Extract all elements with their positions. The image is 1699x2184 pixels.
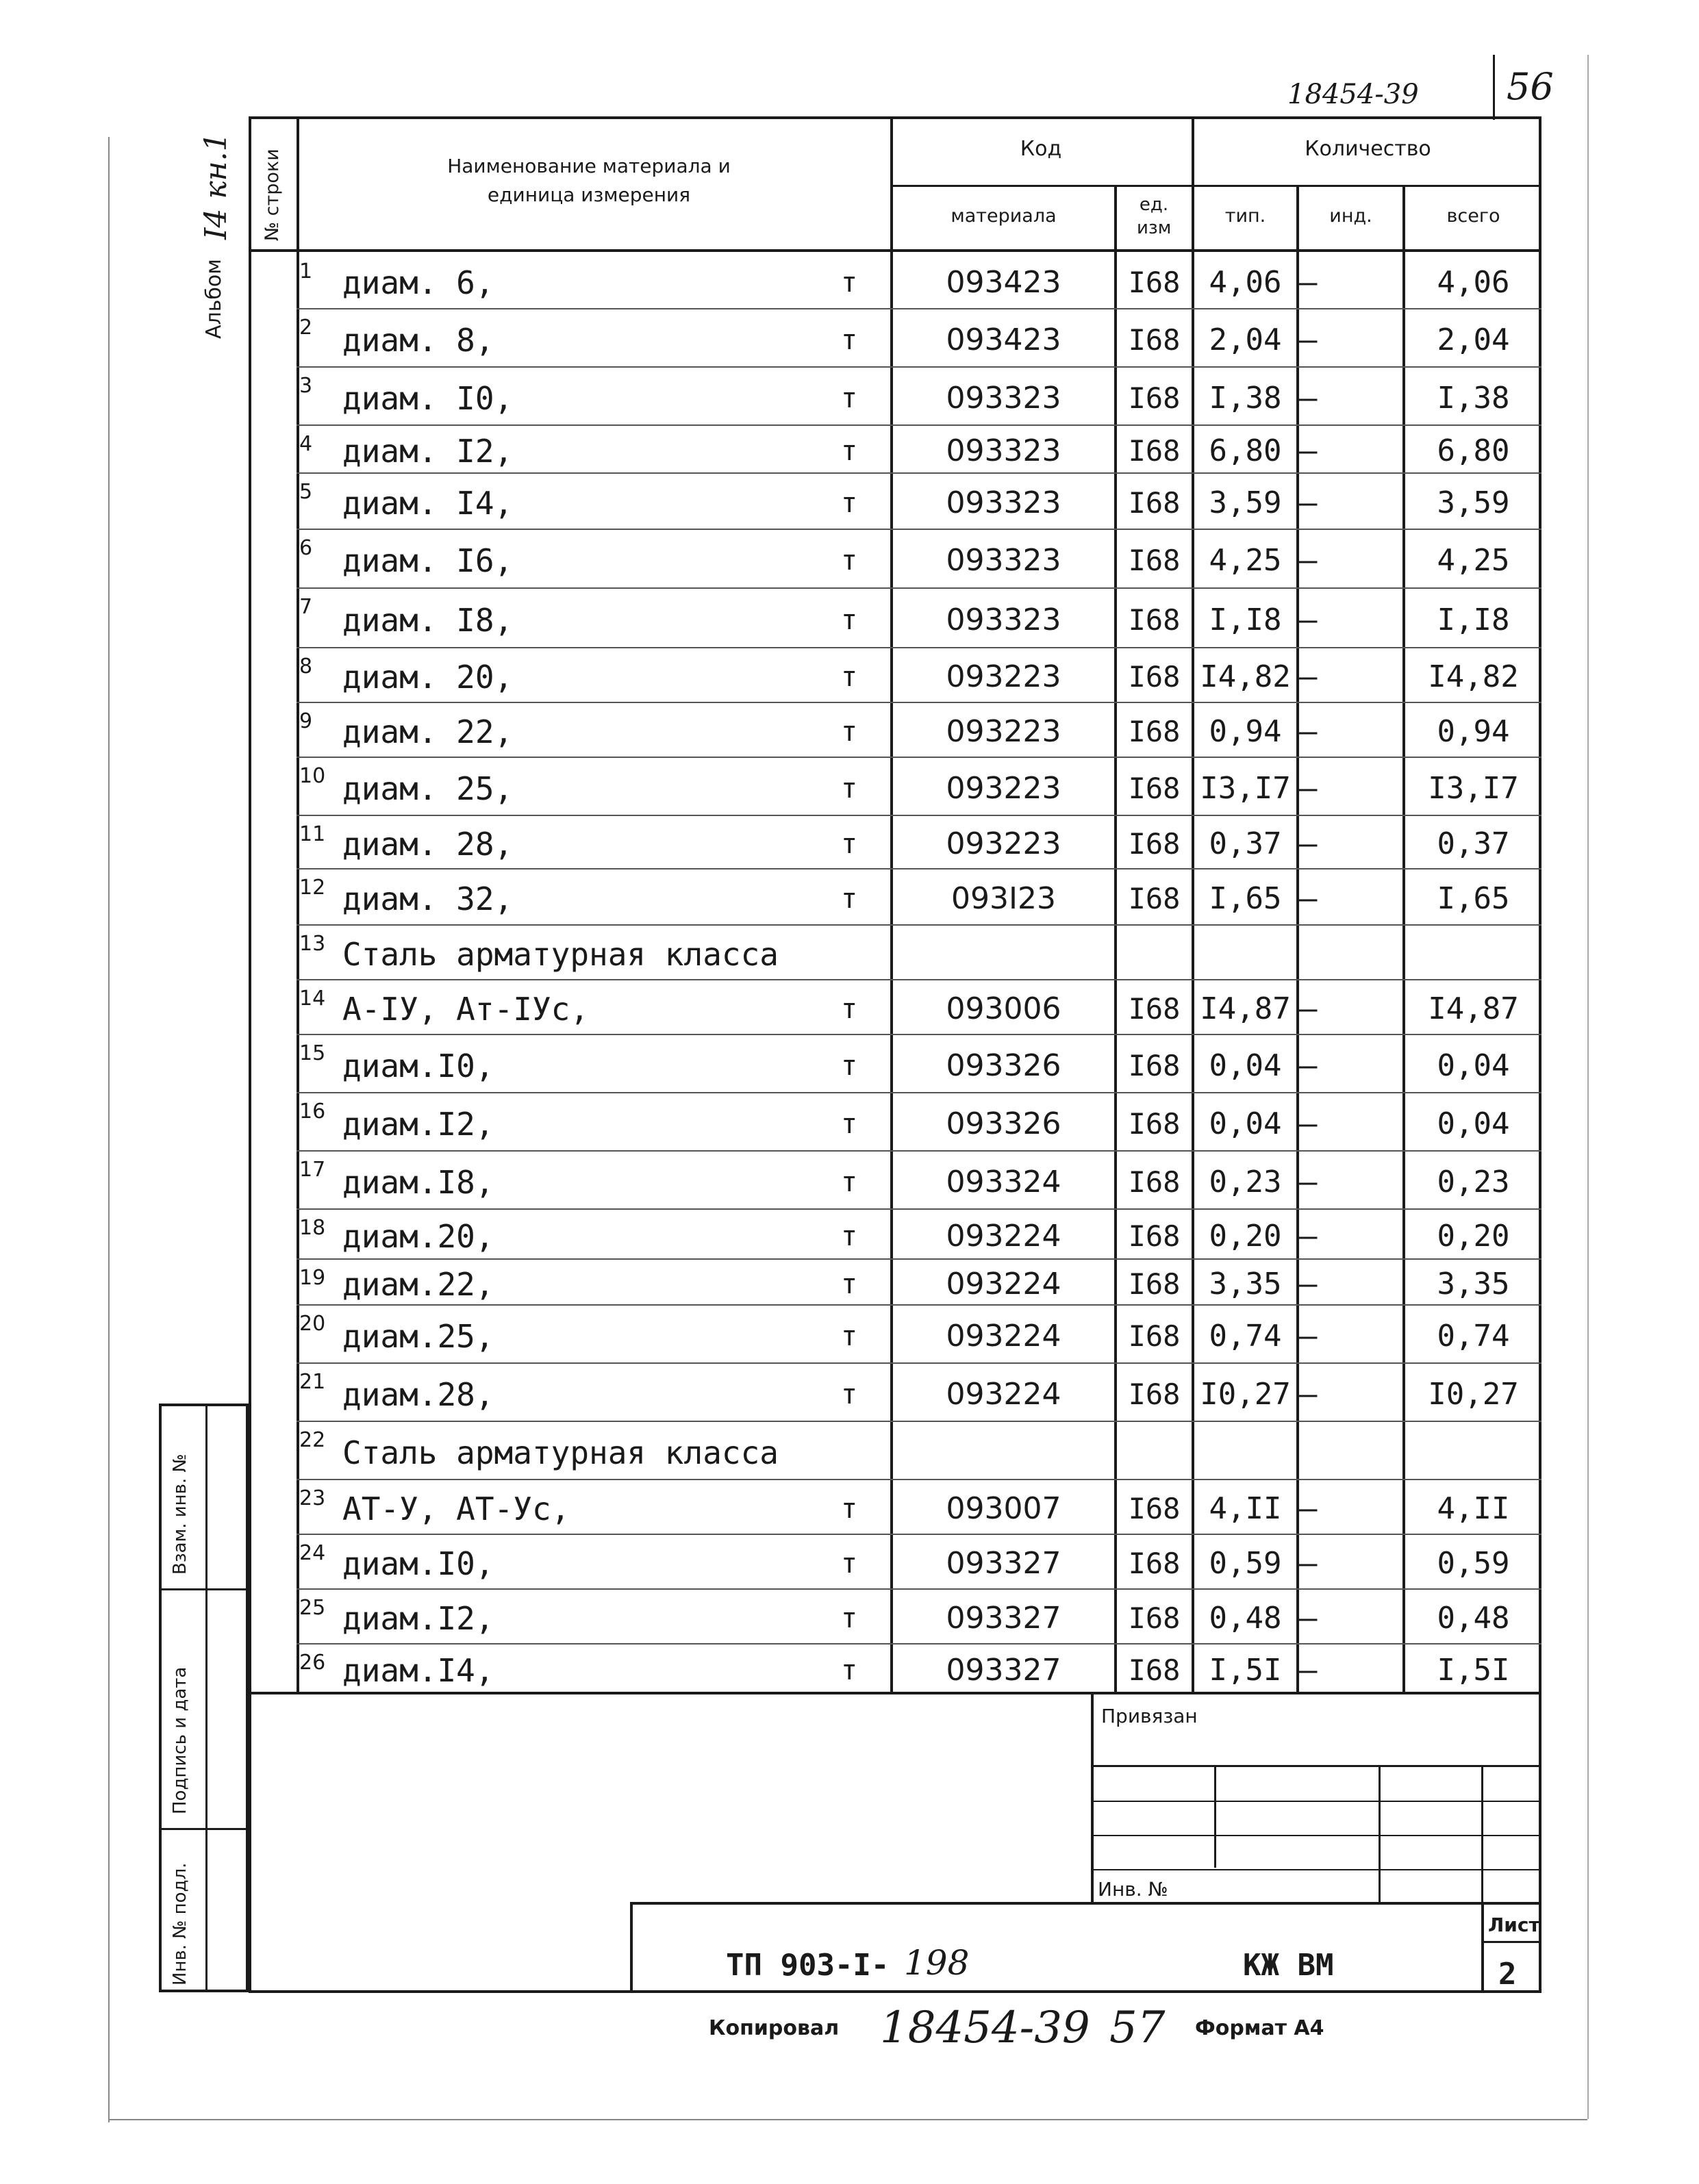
material-name: А-IУ, Ат-IУс, — [342, 991, 590, 1028]
row-number: 1 — [299, 259, 313, 283]
row-number: 2 — [299, 316, 313, 340]
qty-typ: 4,06 — [1209, 265, 1282, 300]
material-code: 093224 — [946, 1318, 1061, 1354]
row-number: 3 — [299, 374, 313, 398]
inv-no-label: Инв. № — [1098, 1878, 1168, 1901]
unit-code: I68 — [1128, 1547, 1181, 1580]
unit-letter: т — [840, 1108, 858, 1140]
material-code: 093327 — [946, 1601, 1061, 1636]
unit-code: I68 — [1128, 1319, 1181, 1353]
qty-total: 3,59 — [1437, 485, 1510, 520]
qty-total: 0,37 — [1437, 826, 1510, 861]
qty-ind: – — [1299, 602, 1318, 637]
material-code: 093326 — [946, 1047, 1061, 1083]
col-code-group: Код — [1020, 137, 1062, 161]
row-number: 18 — [299, 1216, 326, 1240]
material-name: диам. I2, — [342, 433, 514, 470]
qty-typ: 0,48 — [1209, 1601, 1282, 1636]
material-code: 093324 — [946, 1164, 1061, 1199]
unit-code: I68 — [1128, 992, 1181, 1026]
qty-total: 4,25 — [1437, 543, 1510, 578]
material-code: 093223 — [946, 659, 1061, 694]
unit-code: I68 — [1128, 1653, 1181, 1687]
unit-letter: т — [840, 1378, 858, 1410]
unit-letter: т — [840, 993, 858, 1025]
material-name: диам.I2, — [342, 1600, 494, 1637]
qty-total: 0,04 — [1437, 1106, 1510, 1141]
unit-code: I68 — [1128, 381, 1181, 415]
unit-code: I68 — [1128, 882, 1181, 915]
unit-letter: т — [840, 1166, 858, 1198]
col-quantity-group: Количество — [1305, 137, 1431, 161]
qty-ind: – — [1299, 826, 1318, 861]
row-number: 26 — [299, 1651, 326, 1675]
qty-typ: 3,35 — [1209, 1266, 1282, 1301]
col-unit: ед. изм — [1137, 194, 1172, 238]
qty-typ: I4,87 — [1200, 991, 1291, 1026]
unit-letter: т — [840, 435, 858, 467]
privyazan-label: Привязан — [1101, 1705, 1198, 1727]
qty-ind: – — [1299, 770, 1318, 806]
material-code: 093327 — [946, 1652, 1061, 1688]
qty-ind: – — [1299, 991, 1318, 1026]
material-name: Сталь арматурная класса — [342, 936, 779, 973]
unit-code: I68 — [1128, 486, 1181, 520]
material-code: 093007 — [946, 1491, 1061, 1526]
unit-code: I68 — [1128, 322, 1181, 357]
unit-letter: т — [840, 828, 858, 860]
qty-total: 0,94 — [1437, 714, 1510, 749]
material-name: диам. 28, — [342, 826, 514, 863]
material-name: диам.I8, — [342, 1163, 494, 1201]
qty-total: 4,06 — [1437, 265, 1510, 300]
qty-total: 4,II — [1437, 1491, 1510, 1526]
unit-letter: т — [840, 661, 858, 693]
material-code: 093323 — [946, 543, 1061, 578]
row-number: 22 — [299, 1428, 326, 1452]
unit-letter: т — [840, 716, 858, 748]
col-row-no: № строки — [262, 149, 283, 241]
qty-ind: – — [1299, 1546, 1318, 1581]
page-edge-left — [108, 137, 110, 2122]
qty-typ: 0,20 — [1209, 1218, 1282, 1254]
row-number: 15 — [299, 1041, 326, 1065]
qty-ind: – — [1299, 1266, 1318, 1301]
mark: КЖ ВМ — [1243, 1948, 1334, 1983]
qty-ind: – — [1299, 714, 1318, 749]
qty-typ: I0,27 — [1200, 1376, 1291, 1412]
qty-typ: 2,04 — [1209, 322, 1282, 357]
unit-code: I68 — [1128, 1165, 1181, 1199]
material-code: 093323 — [946, 602, 1061, 637]
page-number: 56 — [1507, 65, 1554, 108]
format-label: Формат А4 — [1195, 2016, 1324, 2040]
qty-ind: – — [1299, 265, 1318, 300]
qty-total: 0,23 — [1437, 1164, 1510, 1199]
material-name: диам. I8, — [342, 601, 514, 639]
material-code: 093224 — [946, 1218, 1061, 1254]
side-label-inv-podl: Инв. № подл. — [170, 1862, 190, 1985]
material-code: 093I23 — [951, 881, 1056, 916]
unit-code: I68 — [1128, 827, 1181, 861]
unit-code: I68 — [1128, 434, 1181, 468]
material-name: диам.25, — [342, 1317, 494, 1355]
material-name: диам.I0, — [342, 1545, 494, 1582]
page-edge-right — [1587, 55, 1589, 2119]
row-number: 20 — [299, 1312, 326, 1336]
qty-total: 6,80 — [1437, 433, 1510, 468]
material-code: 093006 — [946, 991, 1061, 1026]
qty-typ: 0,23 — [1209, 1164, 1282, 1199]
qty-total: 3,35 — [1437, 1266, 1510, 1301]
row-number: 14 — [299, 987, 326, 1011]
material-name: диам. 6, — [342, 264, 494, 301]
qty-ind: – — [1299, 1652, 1318, 1688]
side-label-vzam-inv: Взам. инв. № — [170, 1453, 190, 1575]
qty-typ: 4,II — [1209, 1491, 1282, 1526]
doc-number-top: 18454-39 — [1287, 79, 1419, 110]
qty-ind: – — [1299, 1106, 1318, 1141]
qty-ind: – — [1299, 1164, 1318, 1199]
material-name: диам. 20, — [342, 659, 514, 696]
qty-total: I,5I — [1437, 1652, 1510, 1688]
qty-total: 0,48 — [1437, 1601, 1510, 1636]
unit-code: I68 — [1128, 544, 1181, 577]
doc-code-handwritten: 198 — [904, 1943, 970, 1983]
qty-total: 0,20 — [1437, 1218, 1510, 1254]
row-number: 19 — [299, 1266, 326, 1290]
qty-typ: I,38 — [1209, 380, 1282, 416]
qty-typ: 0,74 — [1209, 1318, 1282, 1354]
unit-letter: т — [840, 1320, 858, 1352]
row-number: 17 — [299, 1158, 326, 1182]
unit-letter: т — [840, 883, 858, 915]
col-typ: тип. — [1224, 205, 1266, 227]
unit-letter: т — [840, 604, 858, 636]
qty-typ: 0,04 — [1209, 1047, 1282, 1083]
material-code: 093323 — [946, 433, 1061, 468]
material-name: диам.22, — [342, 1265, 494, 1303]
material-code: 093223 — [946, 714, 1061, 749]
material-name: диам. 22, — [342, 713, 514, 750]
material-name: диам.28, — [342, 1375, 494, 1413]
material-code: 093423 — [946, 265, 1061, 300]
qty-typ: I,65 — [1209, 881, 1282, 916]
qty-total: 2,04 — [1437, 322, 1510, 357]
qty-ind: – — [1299, 659, 1318, 694]
col-code-material: материала — [951, 205, 1057, 227]
unit-letter: т — [840, 382, 858, 414]
unit-code: I68 — [1128, 1219, 1181, 1253]
unit-letter: т — [840, 1603, 858, 1634]
qty-typ: 0,59 — [1209, 1546, 1282, 1581]
unit-letter: т — [840, 1268, 858, 1300]
qty-total: I,38 — [1437, 380, 1510, 416]
qty-typ: 6,80 — [1209, 433, 1282, 468]
material-name: Сталь арматурная класса — [342, 1434, 779, 1471]
col-ind: инд. — [1329, 205, 1372, 227]
qty-ind: – — [1299, 433, 1318, 468]
unit-code: I68 — [1128, 602, 1181, 637]
unit-code: I68 — [1128, 1377, 1181, 1411]
doc-code: ТП 903-I- — [726, 1948, 890, 1983]
material-code: 093327 — [946, 1546, 1061, 1581]
qty-ind: – — [1299, 1601, 1318, 1636]
qty-total: 0,04 — [1437, 1047, 1510, 1083]
material-code: 093323 — [946, 380, 1061, 416]
row-number: 21 — [299, 1370, 326, 1394]
unit-letter: т — [840, 1493, 858, 1525]
qty-ind: – — [1299, 1047, 1318, 1083]
qty-total: I,I8 — [1437, 602, 1510, 637]
header-divider — [1493, 55, 1495, 120]
qty-ind: – — [1299, 881, 1318, 916]
unit-code: I68 — [1128, 1106, 1181, 1141]
qty-typ: I4,82 — [1200, 659, 1291, 694]
material-name: диам.20, — [342, 1217, 494, 1255]
row-number: 23 — [299, 1486, 326, 1510]
qty-total: I,65 — [1437, 881, 1510, 916]
qty-typ: I,5I — [1209, 1652, 1282, 1688]
copied-label: Копировал — [709, 2016, 840, 2040]
material-code: 093223 — [946, 770, 1061, 806]
qty-ind: – — [1299, 322, 1318, 357]
unit-code: I68 — [1128, 771, 1181, 805]
qty-total: 0,74 — [1437, 1318, 1510, 1354]
unit-letter: т — [840, 1548, 858, 1579]
material-code: 093224 — [946, 1376, 1061, 1412]
qty-typ: 0,04 — [1209, 1106, 1282, 1141]
row-number: 24 — [299, 1541, 326, 1565]
row-number: 16 — [299, 1100, 326, 1123]
material-code: 093423 — [946, 322, 1061, 357]
material-name: диам. 32, — [342, 880, 514, 917]
unit-letter: т — [840, 324, 858, 356]
qty-typ: 4,25 — [1209, 543, 1282, 578]
qty-ind: – — [1299, 1491, 1318, 1526]
sheet-number: 2 — [1498, 1957, 1517, 1992]
material-name: диам. 8, — [342, 321, 494, 359]
qty-ind: – — [1299, 1318, 1318, 1354]
qty-typ: I3,I7 — [1200, 770, 1291, 806]
unit-code: I68 — [1128, 1492, 1181, 1525]
unit-letter: т — [840, 267, 858, 299]
unit-code: I68 — [1128, 1048, 1181, 1082]
material-code: 093323 — [946, 485, 1061, 520]
qty-ind: – — [1299, 1376, 1318, 1412]
qty-total: 0,59 — [1437, 1546, 1510, 1581]
qty-total: I4,82 — [1428, 659, 1519, 694]
col-total: всего — [1446, 205, 1500, 227]
material-code: 093224 — [946, 1266, 1061, 1301]
row-number: 6 — [299, 536, 313, 560]
unit-code: I68 — [1128, 1601, 1181, 1635]
row-number: 13 — [299, 932, 326, 956]
material-name: диам.I4, — [342, 1651, 494, 1689]
material-code: 093326 — [946, 1106, 1061, 1141]
material-name: АТ-У, АТ-Ус, — [342, 1490, 570, 1527]
row-number: 8 — [299, 655, 313, 678]
row-number: 4 — [299, 432, 313, 456]
unit-letter: т — [840, 772, 858, 804]
material-name: диам.I2, — [342, 1105, 494, 1143]
unit-letter: т — [840, 487, 858, 519]
unit-letter: т — [840, 1220, 858, 1252]
material-name: диам. I6, — [342, 542, 514, 579]
qty-typ: 0,37 — [1209, 826, 1282, 861]
col-name: Наименование материала и единица измерения — [447, 155, 731, 206]
row-number: 10 — [299, 764, 326, 788]
row-number: 12 — [299, 876, 326, 900]
album-value: I4 кн.1 — [199, 132, 234, 240]
material-name: диам.I0, — [342, 1047, 494, 1084]
material-name: диам. I0, — [342, 379, 514, 417]
material-code: 093223 — [946, 826, 1061, 861]
row-number: 25 — [299, 1596, 326, 1620]
qty-total: I3,I7 — [1428, 770, 1519, 806]
unit-code: I68 — [1128, 660, 1181, 694]
row-number: 5 — [299, 480, 313, 504]
unit-letter: т — [840, 1654, 858, 1686]
row-number: 9 — [299, 709, 313, 733]
unit-code: I68 — [1128, 715, 1181, 748]
album-label: Альбом — [202, 259, 226, 339]
row-number: 7 — [299, 595, 313, 619]
side-label-podpis-data: Подпись и дата — [170, 1666, 190, 1814]
copied-page: 57 — [1109, 2003, 1166, 2053]
unit-code: I68 — [1128, 266, 1181, 299]
unit-letter: т — [840, 1050, 858, 1082]
qty-typ: 3,59 — [1209, 485, 1282, 520]
qty-typ: I,I8 — [1209, 602, 1282, 637]
qty-ind: – — [1299, 1218, 1318, 1254]
qty-ind: – — [1299, 543, 1318, 578]
qty-ind: – — [1299, 485, 1318, 520]
qty-ind: – — [1299, 380, 1318, 416]
material-name: диам. 25, — [342, 770, 514, 807]
page-edge-bottom — [108, 2119, 1587, 2120]
sheet-label: Лист — [1488, 1914, 1540, 1936]
unit-letter: т — [840, 545, 858, 576]
copied-number: 18454-39 — [880, 2003, 1090, 2053]
unit-code: I68 — [1128, 1267, 1181, 1301]
qty-total: I4,87 — [1428, 991, 1519, 1026]
qty-total: I0,27 — [1428, 1376, 1519, 1412]
qty-typ: 0,94 — [1209, 714, 1282, 749]
row-number: 11 — [299, 822, 326, 846]
material-name: диам. I4, — [342, 485, 514, 522]
